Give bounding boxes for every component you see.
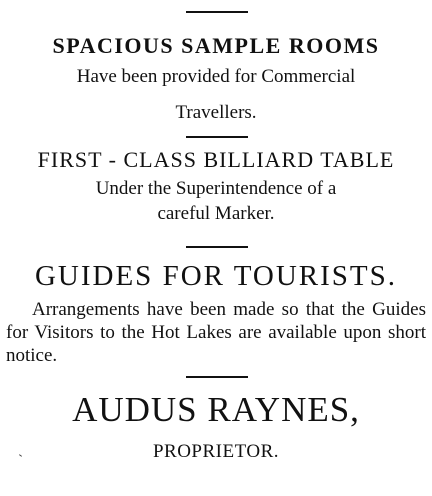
proprietor-name: AUDUS RAYNES, — [72, 390, 360, 429]
divider-rule — [186, 136, 248, 138]
billiards-line-2: careful Marker. — [157, 203, 275, 224]
divider-rule — [186, 246, 248, 248]
guides-heading: GUIDES FOR TOURISTS. — [34, 260, 398, 292]
billiards-line-1: Under the Superintendence of a — [95, 178, 337, 199]
proprietor-title: PROPRIETOR. — [152, 441, 280, 462]
sample-rooms-heading: SPACIOUS SAMPLE ROOMS — [52, 33, 380, 58]
divider-rule — [186, 376, 248, 378]
sample-rooms-line-2: Travellers. — [175, 102, 257, 123]
guides-body: Arrangements have been made so that the Guides for Visitors to the Hot Lakes are available upon short notice. — [6, 299, 426, 366]
billiards-heading: FIRST - CLASS BILLIARD TABLE — [37, 147, 395, 172]
top-rule — [186, 11, 248, 13]
sample-rooms-line-1: Have been provided for Commercial — [76, 66, 356, 87]
